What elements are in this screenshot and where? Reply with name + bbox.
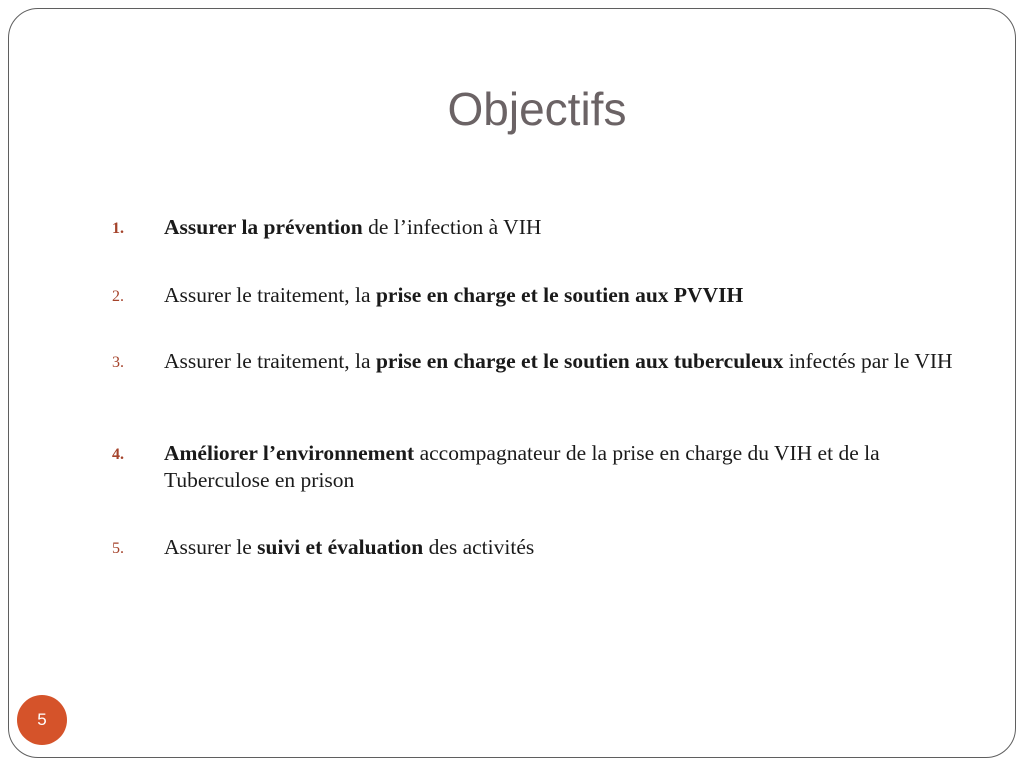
- objective-text: [164, 534, 534, 561]
- objective-item-5: [112, 534, 534, 561]
- objective-text-bold: prise en charge et le soutien aux PVVIH: [375, 283, 744, 307]
- slide-title: Objectifs: [447, 83, 627, 135]
- objective-number: 2.: [112, 288, 124, 305]
- objective-text: [164, 348, 953, 375]
- page-number-badge: [17, 695, 67, 745]
- objective-number: 3.: [112, 354, 124, 371]
- objective-text-bold: Améliorer l’environnement: [164, 441, 415, 465]
- objective-text-regular: des activités: [423, 535, 535, 559]
- objective-text-bold: prise en charge et le soutien aux tuberculeux: [375, 349, 784, 373]
- objective-text-bold: suivi et évaluation: [257, 535, 424, 559]
- objective-text: [164, 440, 982, 494]
- objective-number: 1.: [112, 220, 124, 237]
- objective-text: [164, 214, 541, 241]
- objective-text-bold: Assurer la prévention: [164, 215, 363, 239]
- objective-text-regular: Assurer le: [164, 535, 258, 559]
- objective-item-4: [112, 440, 982, 494]
- objective-number: 5.: [112, 540, 124, 557]
- objective-item-1: [112, 214, 541, 241]
- objective-text-regular: Assurer le traitement, la: [164, 349, 376, 373]
- objective-item-3: [112, 348, 953, 375]
- objective-text-regular: Assurer le traitement, la: [164, 283, 376, 307]
- objective-text-regular: accompagnateur de la prise en charge du VIH et de la Tuberculose en prison: [164, 441, 880, 492]
- page-number: 5: [37, 710, 47, 729]
- objective-number: 4.: [112, 446, 124, 463]
- objective-text-regular: de l’infection à VIH: [362, 215, 542, 239]
- objective-item-2: [112, 282, 743, 309]
- objective-text-regular: infectés par le VIH: [783, 349, 953, 373]
- objective-text: [164, 282, 743, 309]
